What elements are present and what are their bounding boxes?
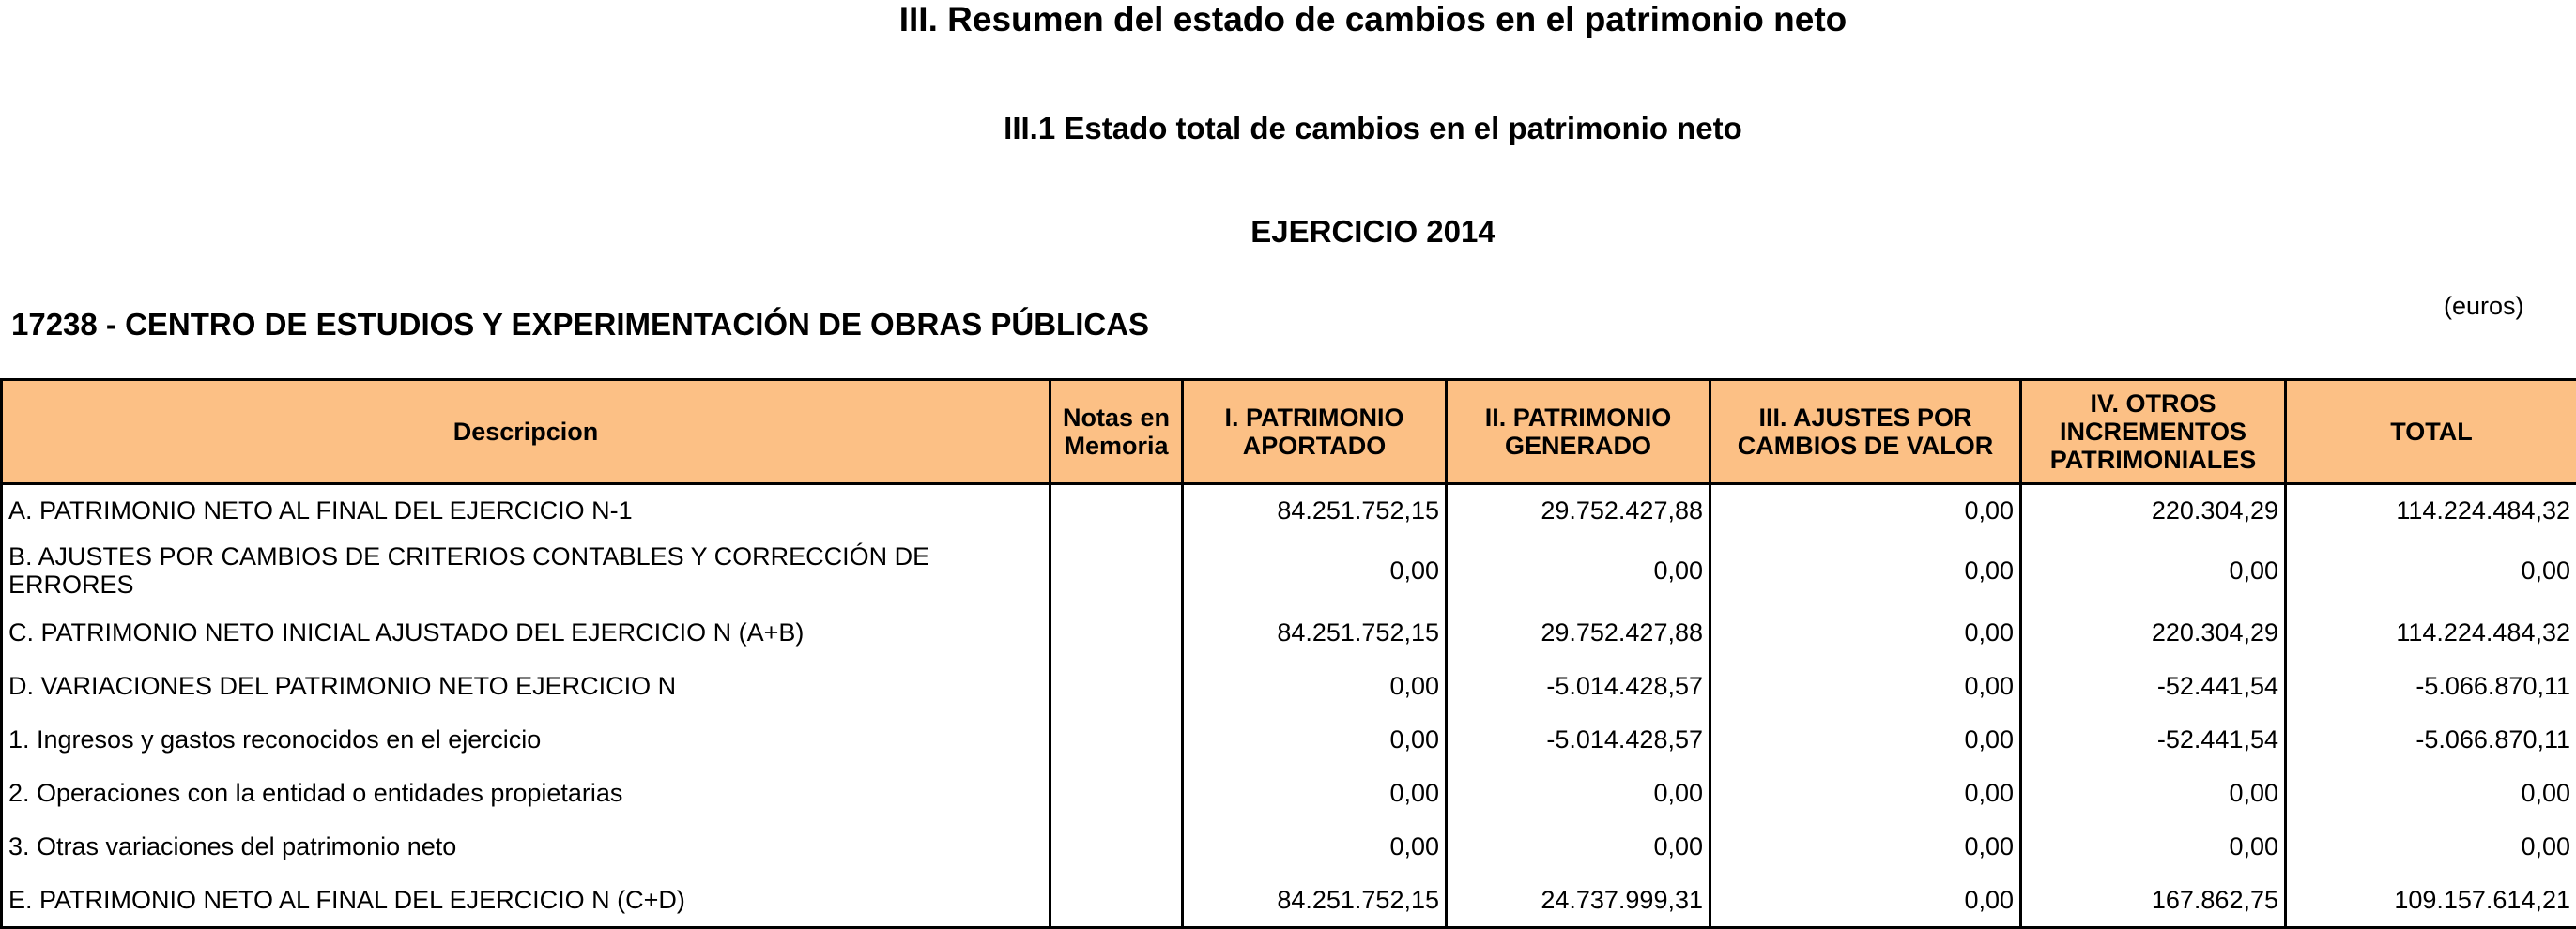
row-notas <box>1050 484 1183 537</box>
row-total: 114.224.484,32 <box>2286 605 2576 659</box>
row-generado: 29.752.427,88 <box>1447 484 1710 537</box>
row-generado: 0,00 <box>1447 819 1710 873</box>
row-generado: -5.014.428,57 <box>1447 712 1710 766</box>
row-ajustes: 0,00 <box>1710 819 2021 873</box>
row-aportado: 0,00 <box>1183 659 1447 712</box>
row-ajustes: 0,00 <box>1710 712 2021 766</box>
row-generado: 24.737.999,31 <box>1447 873 1710 928</box>
row-aportado: 84.251.752,15 <box>1183 873 1447 928</box>
row-notas <box>1050 659 1183 712</box>
row-ajustes: 0,00 <box>1710 536 2021 605</box>
report-subtitle: III.1 Estado total de cambios en el patrimonio neto <box>0 111 2576 146</box>
table-row <box>2 605 2576 659</box>
table-row <box>2 766 2576 819</box>
row-total: -5.066.870,11 <box>2286 659 2576 712</box>
row-description: A. PATRIMONIO NETO AL FINAL DEL EJERCICIO N-1 <box>2 484 1050 537</box>
table-row <box>2 484 2576 537</box>
row-aportado: 0,00 <box>1183 536 1447 605</box>
row-notas <box>1050 712 1183 766</box>
row-otros: 0,00 <box>2021 766 2286 819</box>
row-notas <box>1050 873 1183 928</box>
row-total: 0,00 <box>2286 819 2576 873</box>
row-total: 109.157.614,21 <box>2286 873 2576 928</box>
row-total: 114.224.484,32 <box>2286 484 2576 537</box>
table-row <box>2 712 2576 766</box>
table-header-row <box>2 380 2576 484</box>
row-notas <box>1050 819 1183 873</box>
row-otros: -52.441,54 <box>2021 712 2286 766</box>
row-notas <box>1050 766 1183 819</box>
column-header-otros-incrementos: IV. OTROS INCREMENTOS PATRIMONIALES <box>2021 380 2286 484</box>
equity-changes-table <box>0 378 2576 929</box>
row-notas <box>1050 605 1183 659</box>
row-otros: 0,00 <box>2021 536 2286 605</box>
table-row <box>2 819 2576 873</box>
fiscal-year: EJERCICIO 2014 <box>0 214 2576 250</box>
row-aportado: 84.251.752,15 <box>1183 605 1447 659</box>
table-row <box>2 536 2576 605</box>
row-description: B. AJUSTES POR CAMBIOS DE CRITERIOS CONTABLES Y CORRECCIÓN DE ERRORES <box>2 536 1050 605</box>
row-aportado: 0,00 <box>1183 712 1447 766</box>
row-ajustes: 0,00 <box>1710 484 2021 537</box>
row-notas <box>1050 536 1183 605</box>
row-aportado: 0,00 <box>1183 766 1447 819</box>
column-header-descripcion: Descripcion <box>2 380 1050 484</box>
table-row <box>2 659 2576 712</box>
row-total: -5.066.870,11 <box>2286 712 2576 766</box>
row-total: 0,00 <box>2286 536 2576 605</box>
column-header-patrimonio-aportado: I. PATRIMONIO APORTADO <box>1183 380 1447 484</box>
row-generado: 0,00 <box>1447 766 1710 819</box>
row-generado: 0,00 <box>1447 536 1710 605</box>
column-header-ajustes: III. AJUSTES POR CAMBIOS DE VALOR <box>1710 380 2021 484</box>
row-description: D. VARIACIONES DEL PATRIMONIO NETO EJERCICIO N <box>2 659 1050 712</box>
row-otros: 167.862,75 <box>2021 873 2286 928</box>
column-header-patrimonio-generado: II. PATRIMONIO GENERADO <box>1447 380 1710 484</box>
row-otros: -52.441,54 <box>2021 659 2286 712</box>
row-ajustes: 0,00 <box>1710 766 2021 819</box>
row-description: E. PATRIMONIO NETO AL FINAL DEL EJERCICIO N (C+D) <box>2 873 1050 928</box>
row-ajustes: 0,00 <box>1710 659 2021 712</box>
column-header-total: TOTAL <box>2286 380 2576 484</box>
row-generado: 29.752.427,88 <box>1447 605 1710 659</box>
row-total: 0,00 <box>2286 766 2576 819</box>
row-aportado: 0,00 <box>1183 819 1447 873</box>
row-description: C. PATRIMONIO NETO INICIAL AJUSTADO DEL EJERCICIO N (A+B) <box>2 605 1050 659</box>
row-generado: -5.014.428,57 <box>1447 659 1710 712</box>
report-title: III. Resumen del estado de cambios en el patrimonio neto <box>0 0 2576 39</box>
row-description: 2. Operaciones con la entidad o entidades propietarias <box>2 766 1050 819</box>
entity-name: 17238 - CENTRO DE ESTUDIOS Y EXPERIMENTACIÓN DE OBRAS PÚBLICAS <box>11 307 1149 343</box>
row-otros: 220.304,29 <box>2021 484 2286 537</box>
row-ajustes: 0,00 <box>1710 873 2021 928</box>
row-aportado: 84.251.752,15 <box>1183 484 1447 537</box>
row-description: 1. Ingresos y gastos reconocidos en el ejercicio <box>2 712 1050 766</box>
row-ajustes: 0,00 <box>1710 605 2021 659</box>
table-row <box>2 873 2576 928</box>
row-otros: 220.304,29 <box>2021 605 2286 659</box>
row-description: 3. Otras variaciones del patrimonio neto <box>2 819 1050 873</box>
row-otros: 0,00 <box>2021 819 2286 873</box>
column-header-notas: Notas en Memoria <box>1050 380 1183 484</box>
currency-units: (euros) <box>2444 292 2524 321</box>
